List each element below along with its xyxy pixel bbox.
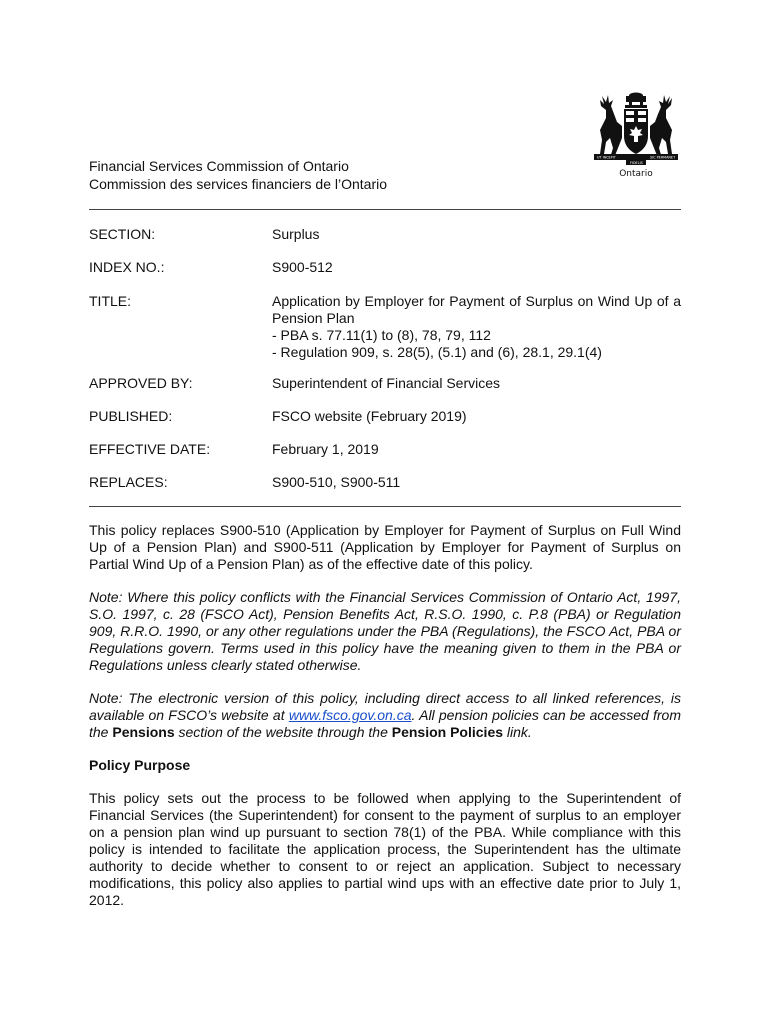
policy-body [89, 522, 681, 909]
title-label: TITLE: [89, 293, 132, 309]
replacement-paragraph: This policy replaces S900-510 (Application by Employer for Payment of Surplus on Full Wind Up of a Pension Plan) and S900-511 (Application by Employer for Payment of Surplus on Partial Wind Up of a Pension Plan) as of the effective date of this policy. [89, 522, 681, 572]
title-reference-pba: - PBA s. 77.11(1) to (8), 78, 79, 112 [272, 327, 491, 343]
pensions-section-name: Pensions [112, 724, 175, 740]
ontario-coat-of-arms-logo [592, 92, 680, 180]
title-value-block [272, 293, 681, 361]
approved-value: Superintendent of Financial Services [272, 375, 501, 391]
effective-date-value: February 1, 2019 [272, 441, 379, 457]
pension-policies-link-name: Pension Policies [391, 724, 504, 740]
title-reference-regulation: - Regulation 909, s. 28(5), (5.1) and (6), 28.1, 29.1(4) [272, 344, 602, 360]
section-label: SECTION: [89, 226, 156, 242]
organization-name-english: Financial Services Commission of Ontario [89, 158, 349, 174]
note-text-1: Note: The electronic version of this policy, including direct access to all linked references, is available on FSCO’s website at [89, 690, 681, 723]
motto-right-text: SIC PERMANET [650, 155, 676, 160]
published-label: PUBLISHED: [89, 408, 173, 424]
effective-date-label: EFFECTIVE DATE: [89, 441, 211, 457]
header-divider [89, 209, 681, 210]
index-label: INDEX NO.: [89, 259, 165, 275]
conflict-note-paragraph: Note: Where this policy conflicts with the Financial Services Commission of Ontario Act, 1997, S.O. 1997, c. 28 (FSCO Act), Pension Benefits Act, R.S.O. 1990, c. P.8 (PBA) or Regulation 909, R.R.O. 1990, or any other regulations under the PBA (Regulations), the FSCO Act, PBA or Regulations govern. Terms used in this policy have the meaning given to them in the PBA or Regulations unless clearly stated otherwise. [89, 589, 681, 673]
section-value: Surplus [272, 226, 320, 242]
policy-purpose-paragraph: This policy sets out the process to be followed when applying to the Superintendent of Financial Services (the Superintendent) for consent to the payment of surplus to an employer on a pension plan wind up pursuant to section 78(1) of the PBA. While compliance with this policy is intended to facilitate the application process, the Superintendent has the ultimate authority to decide whether to consent to or reject an application. Subject to necessary modifications, this policy also applies to partial wind ups with an effective date prior to July 1, 2012. [89, 790, 681, 908]
metadata-divider [89, 506, 681, 507]
note-text-4: link. [503, 724, 532, 740]
ontario-wordmark: Ontario [619, 169, 653, 179]
motto-left-text: UT INCEPIT [597, 155, 616, 160]
replaces-label: REPLACES: [89, 474, 168, 490]
organization-header [89, 157, 387, 193]
approved-label: APPROVED BY: [89, 375, 193, 391]
note-text-2: . All pension policies can be accessed from the [89, 707, 681, 740]
fsco-website-link[interactable]: www.fsco.gov.on.ca [288, 707, 412, 723]
note-text-3: section of the website through the [174, 724, 392, 740]
replaces-value: S900-510, S900-511 [272, 474, 401, 490]
published-value: FSCO website (February 2019) [272, 408, 467, 424]
policy-purpose-heading: Policy Purpose [89, 757, 191, 773]
motto-center-text: FIDELIS [630, 161, 643, 165]
organization-name-french: Commission des services financiers de l’Ontario [89, 176, 387, 192]
electronic-version-note-paragraph [89, 690, 681, 741]
index-value: S900-512 [272, 259, 333, 275]
title-value: Application by Employer for Payment of Surplus on Wind Up of a Pension Plan [272, 293, 681, 326]
